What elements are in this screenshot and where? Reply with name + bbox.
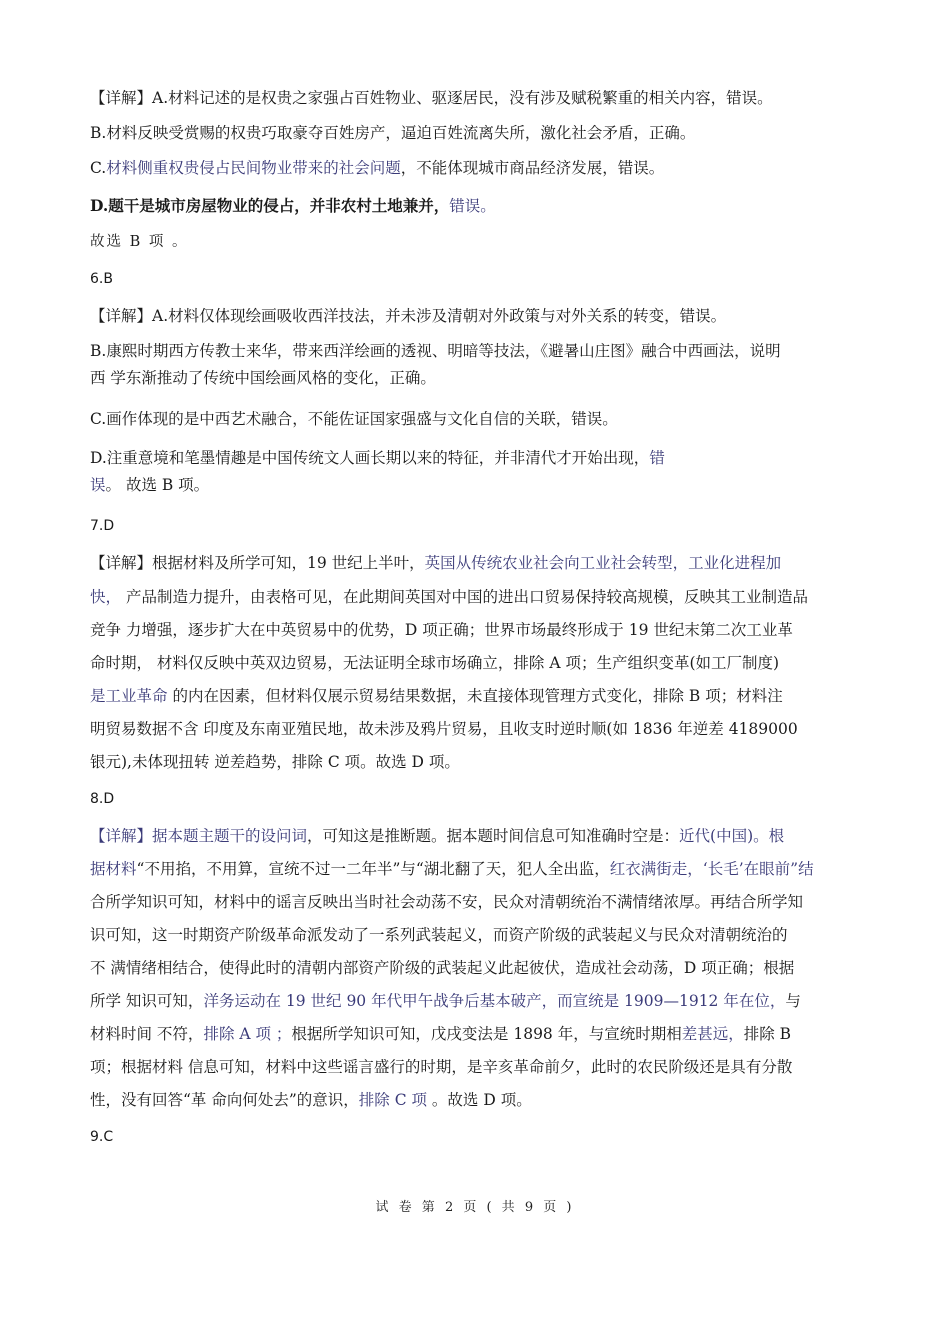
q8-line8: 项；根据材料 信息可知，材料中这些谣言盛行的时期，是辛亥革命前夕，此时的农民阶级还是具有分散 bbox=[90, 1058, 793, 1076]
q8-line9: 性，没有回答“革 命向何处去”的意识，排除 C 项 。故选 D 项。 bbox=[90, 1091, 532, 1109]
q7-line6: 明贸易数据不含 印度及东南亚殖民地，故未涉及鸦片贸易，且收支时逆时顺(如 1836 年逆差 4189000 bbox=[90, 720, 798, 738]
q6-option-d-line1: D.注重意境和笔墨情趣是中国传统文人画长期以来的特征，并非清代才开始出现，错 bbox=[90, 449, 665, 467]
q8-line3: 合所学知识可知，材料中的谣言反映出当时社会动荡不安，民众对清朝统治不满情绪浓厚。再结合所学知 bbox=[90, 893, 804, 911]
q7-line7: 银元),未体现扭转 逆差趋势，排除 C 项。故选 D 项。 bbox=[90, 753, 460, 771]
q7-answer: 7.D bbox=[90, 518, 115, 534]
q6-option-b-line2: 西 学东渐推动了传统中国绘画风格的变化，正确。 bbox=[90, 369, 436, 387]
q6-option-a: 【详解】A.材料仅体现绘画吸收西洋技法，并未涉及清朝对外政策与对外关系的转变，错误。 bbox=[90, 307, 727, 325]
q7-line1: 【详解】根据材料及所学可知，19 世纪上半叶，英国从传统农业社会向工业社会转型，工业化进程加 bbox=[90, 554, 782, 572]
q8-line5: 不 满情绪相结合，使得此时的清朝内部资产阶级的武装起义此起彼伏，造成社会动荡，D 项正确；根据 bbox=[90, 959, 795, 977]
q8-line6: 所学 知识可知，洋务运动在 19 世纪 90 年代甲午战争后基本破产，而宣统是 1909—1912 年在位，与 bbox=[90, 992, 801, 1010]
q5-option-d: D.题干是城市房屋物业的侵占，并非农村土地兼并，错误。 bbox=[90, 196, 496, 215]
q6-answer: 6.B bbox=[90, 271, 113, 287]
page-footer: 试 卷 第 2 页 ( 共 9 页 ) bbox=[375, 1200, 575, 1215]
q5-choice: 故选 B 项 。 bbox=[90, 234, 189, 250]
q5-option-c: C.材料侧重权贵侵占民间物业带来的社会问题，不能体现城市商品经济发展，错误。 bbox=[90, 159, 665, 177]
q8-line1: 【详解】据本题主题干的设问词，可知这是推断题。据本题时间信息可知准确时空是：近代(中国)。根 bbox=[90, 827, 785, 845]
q8-answer: 8.D bbox=[90, 791, 115, 807]
q8-line2: 据材料“不用掐，不用算，宣统不过一二年半”与“湖北翻了天，犯人全出监，红衣满街走，‘长毛’在眼前”结 bbox=[90, 860, 814, 878]
q7-line5: 是工业革命 的内在因素，但材料仅展示贸易结果数据，未直接体现管理方式变化，排除 B 项；材料注 bbox=[90, 687, 783, 705]
q7-line2: 快， 产品制造力提升，由表格可见，在此期间英国对中国的进出口贸易保持较高规模，反映其工业制造品 bbox=[90, 588, 808, 606]
q8-line7: 材料时间 不符，排除 A 项 ；根据所学知识可知，戊戌变法是 1898 年，与宣统时期相差甚远，排除 B bbox=[90, 1025, 792, 1043]
q7-line3: 竞争 力增强，逐步扩大在中英贸易中的优势，D 项正确；世界市场最终形成于 19 世纪末第二次工业革 bbox=[90, 621, 793, 639]
q8-line4: 识可知，这一时期资产阶级革命派发动了一系列武装起义，而资产阶级的武装起义与民众对清朝统治的 bbox=[90, 926, 788, 944]
q7-line4: 命时期， 材料仅反映中英双边贸易，无法证明全球市场确立，排除 A 项；生产组织变革(如工厂制度) bbox=[90, 654, 780, 672]
q6-option-d-line2: 误。 故选 B 项。 bbox=[90, 476, 210, 494]
q6-option-b-line1: B.康熙时期西方传教士来华，带来西洋绘画的透视、明暗等技法，《避暑山庄图》融合中西画法，说明 bbox=[90, 342, 781, 360]
q5-option-b: B.材料反映受赏赐的权贵巧取豪夺百姓房产，逼迫百姓流离失所，激化社会矛盾，正确。 bbox=[90, 124, 696, 142]
q9-answer: 9.C bbox=[90, 1129, 114, 1145]
q5-option-a: 【详解】A.材料记述的是权贵之家强占百姓物业、驱逐居民，没有涉及赋税繁重的相关内容，错误。 bbox=[90, 89, 773, 107]
q6-option-c: C.画作体现的是中西艺术融合，不能佐证国家强盛与文化自信的关联，错误。 bbox=[90, 410, 618, 428]
